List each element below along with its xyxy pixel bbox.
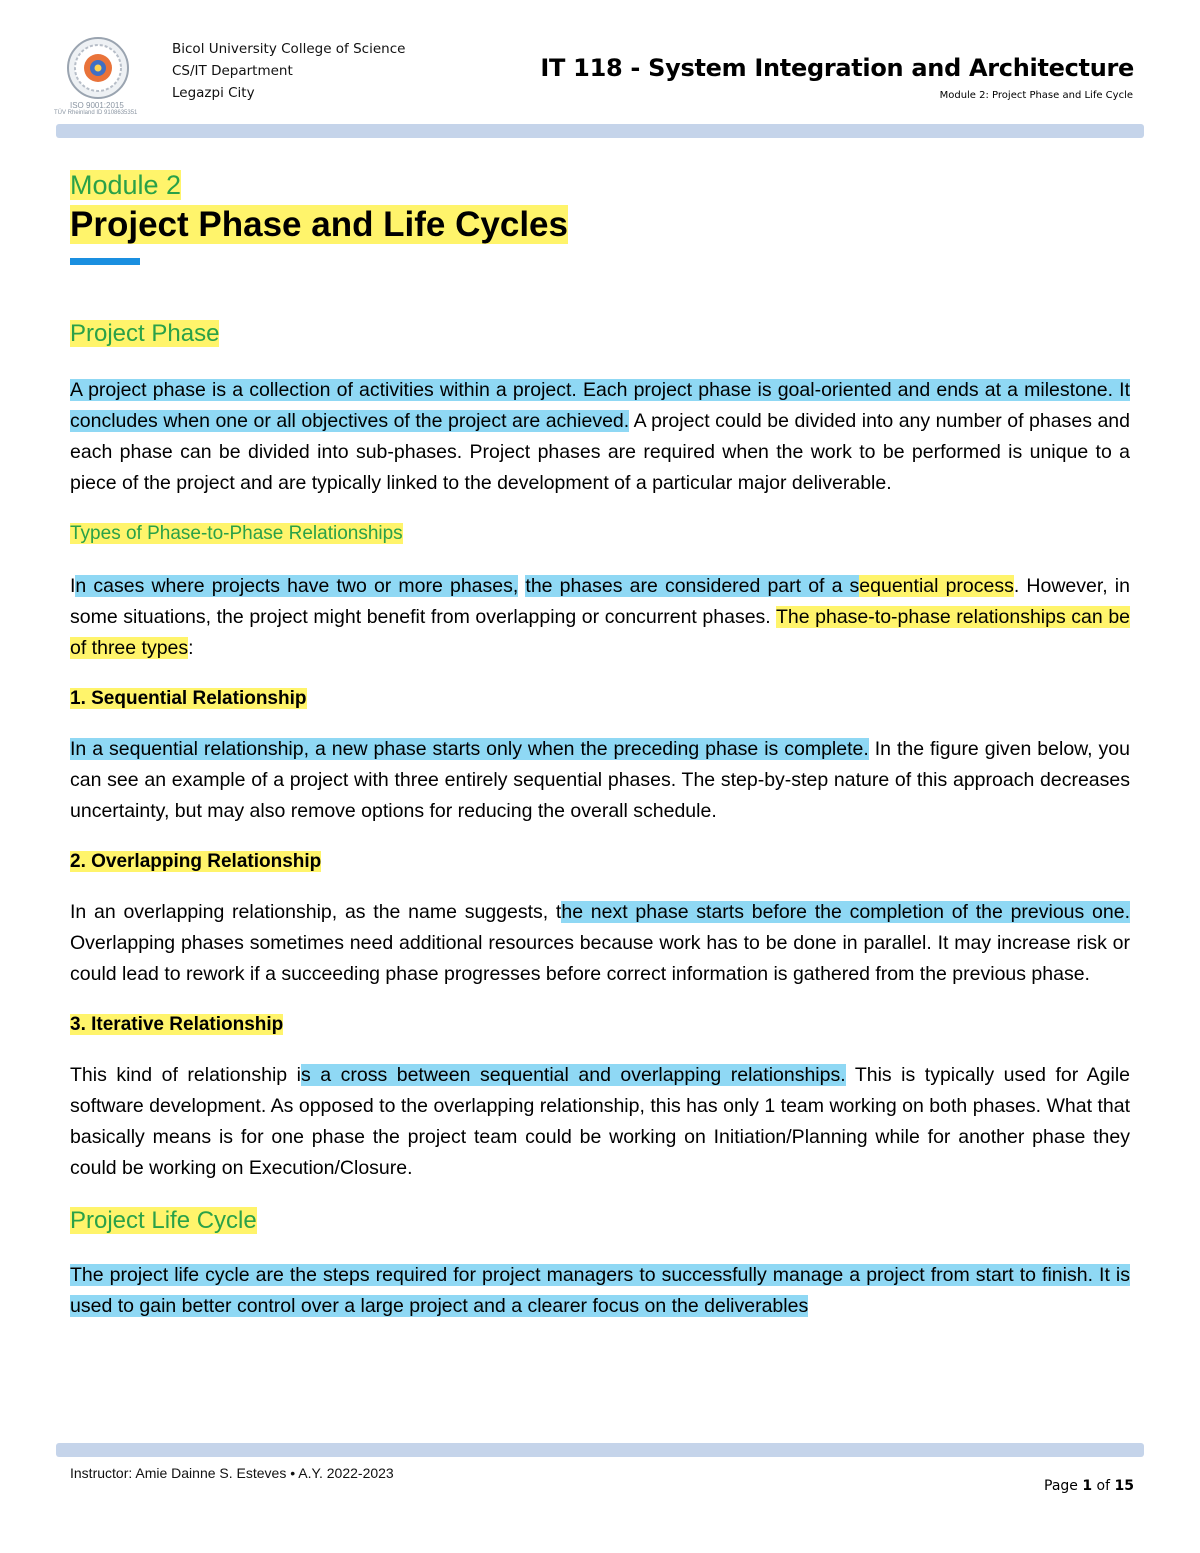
instructor-line: Instructor: Amie Dainne S. Esteves • A.Y. 2022-2023 (70, 1465, 394, 1481)
module-title: Project Phase and Life Cycles (70, 205, 568, 244)
university-name: Bicol University College of Science (172, 41, 406, 57)
footer-band (56, 1443, 1144, 1457)
project-phase-paragraph: A project phase is a collection of activities within a project. Each project phase is goal-oriented and ends at a milestone. It concludes when one or all objectives of the project are achieved. A project could be divided into any number of phases and each phase can be divided into sub-phases. Project phases are required when the work to be performed is unique to a piece of the project and are typically linked to the development of a particular major deliverable. (70, 379, 1130, 494)
document-body (70, 168, 1130, 1322)
types-paragraph: In cases where projects have two or more phases, the phases are considered part of a sequential process. However, in some situations, the project might benefit from overlapping or concurrent phases. The phase-to-phase relationships can be of three types: (70, 575, 1131, 659)
institution-block (172, 38, 405, 104)
life-cycle-heading: Project Life Cycle (70, 1207, 257, 1234)
city-name: Legazpi City (172, 85, 255, 101)
university-logo (48, 32, 148, 122)
sequential-heading: 1. Sequential Relationship (70, 688, 307, 709)
overlapping-paragraph: In an overlapping relationship, as the name suggests, the next phase starts before the completion of the previous one. Overlapping phases sometimes need additional resources because work has to be done in parallel. It may increase risk or could lead to rework if a succeeding phase progresses before correct information is gathered from the previous phase. (70, 901, 1130, 985)
iterative-heading: 3. Iterative Relationship (70, 1014, 284, 1035)
course-title: IT 118 - System Integration and Architecture (540, 54, 1134, 82)
overlapping-heading: 2. Overlapping Relationship (70, 851, 322, 872)
logo-iso-text: ISO 9001:2015 (70, 101, 124, 110)
iterative-paragraph: This kind of relationship is a cross between sequential and overlapping relationships. This is typically used for Agile software development. As opposed to the overlapping relationship, this has only 1 team working on both phases. What that basically means is for one phase the project team could be working on Initiation/Planning while for another phase they could be working on Execution/Closure. (70, 1064, 1131, 1179)
header-band (56, 124, 1144, 138)
module-label: Module 2 (70, 170, 182, 200)
module-subtitle: Module 2: Project Phase and Life Cycle (939, 90, 1133, 101)
sequential-paragraph: In a sequential relationship, a new phase starts only when the preceding phase is complete. In the figure given below, you can see an example of a project with three entirely sequential phases. The step-by-step nature of this approach decreases uncertainty, but may also remove options for reducing the overall schedule. (70, 738, 1130, 822)
department-name: CS/IT Department (172, 63, 293, 79)
title-accent-bar (70, 258, 140, 265)
page-number: Page 1 of 15 (1044, 1478, 1134, 1494)
life-cycle-paragraph: The project life cycle are the steps required for project managers to successfully manage a project from start to finish. It is used to gain better control over a large project and a clearer focus on the deliverables (70, 1264, 1130, 1317)
logo-tuv-text: TÜV Rheinland ID 9108635351 (54, 110, 138, 116)
types-heading: Types of Phase-to-Phase Relationships (70, 523, 403, 544)
project-phase-heading: Project Phase (70, 320, 220, 347)
